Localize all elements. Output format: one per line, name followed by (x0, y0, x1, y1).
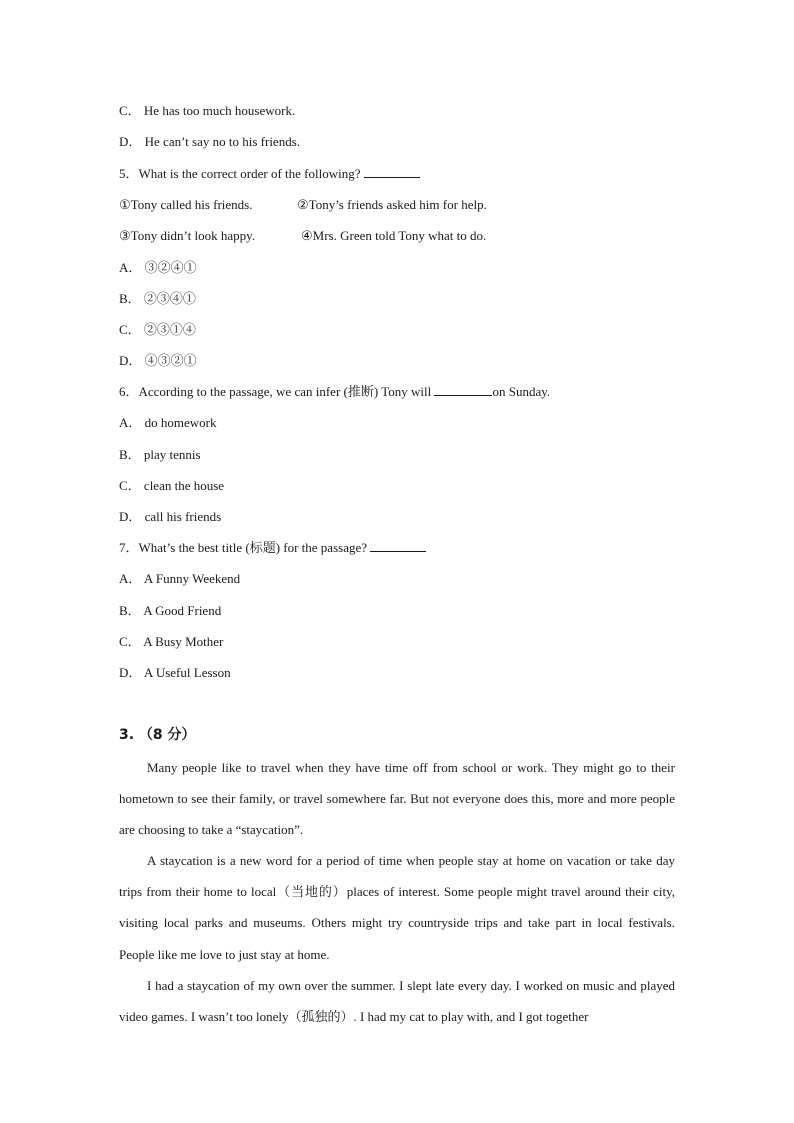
q6-question-line (119, 382, 550, 402)
q7-option-a: A． A Funny Weekend (119, 571, 241, 586)
q4-option-d: D． He can’t say no to his friends. (119, 134, 301, 149)
q5-statement-4: ④Mrs. Green told Tony what to do. (301, 228, 487, 243)
q5-statement-2: ②Tony’s friends asked him for help. (297, 197, 487, 212)
q7-option-b: B． A Good Friend (119, 603, 222, 618)
q6-option-b: B． play tennis (119, 447, 201, 462)
q5-question-line (119, 164, 420, 184)
q7-question: 7．What’s the best title (标题) for the passage? (119, 540, 368, 555)
q5-option-c: C． ②③①④ (119, 322, 196, 337)
q6-answer-blank[interactable] (434, 382, 492, 396)
q6-question-start: 6．According to the passage, we can infer (推断) Tony will (119, 384, 432, 399)
q7-option-d: D． A Useful Lesson (119, 665, 231, 680)
q6-option-d: D． call his friends (119, 509, 222, 524)
q5-question: 5．What is the correct order of the following? (119, 166, 361, 181)
q6-option-a: A． do homework (119, 415, 217, 430)
q6-question-end: on Sunday. (492, 384, 551, 399)
q7-question-line (119, 538, 426, 558)
q5-option-b: B． ②③④① (119, 291, 196, 306)
q7-option-c: C． A Busy Mother (119, 634, 224, 649)
q5-answer-blank[interactable] (364, 164, 420, 178)
passage-paragraph-1: Many people like to travel when they have time off from school or work. They might go to their hometown to see their family, or travel somewhere far. But not everyone does this, more and more people are choosing to take a “staycation”. (119, 760, 675, 838)
q5-option-a: A． ③②④① (119, 260, 197, 275)
passage-paragraph-2: A staycation is a new word for a period of time when people stay at home on vacation or take day trips from their home to local（当地的）places of interest. Some people might travel around their city, visiting local parks and museums. Others might try countryside trips and take part in local festivals. People like me love to just stay at home. (119, 853, 675, 962)
q5-statement-1: ①Tony called his friends. (119, 197, 253, 212)
q4-option-c: C． He has too much housework. (119, 103, 296, 118)
q7-answer-blank[interactable] (370, 538, 426, 552)
passage-paragraph-3: I had a staycation of my own over the summer. I slept late every day. I worked on music and played video games. I wasn’t too lonely（孤独的）. I had my cat to play with, and I got together (119, 978, 675, 1025)
q6-option-c: C． clean the house (119, 478, 225, 493)
q5-option-d: D． ④③②① (119, 353, 197, 368)
section-3-heading: 3. （8 分） (119, 727, 196, 743)
q5-statement-3: ③Tony didn’t look happy. (119, 228, 256, 243)
